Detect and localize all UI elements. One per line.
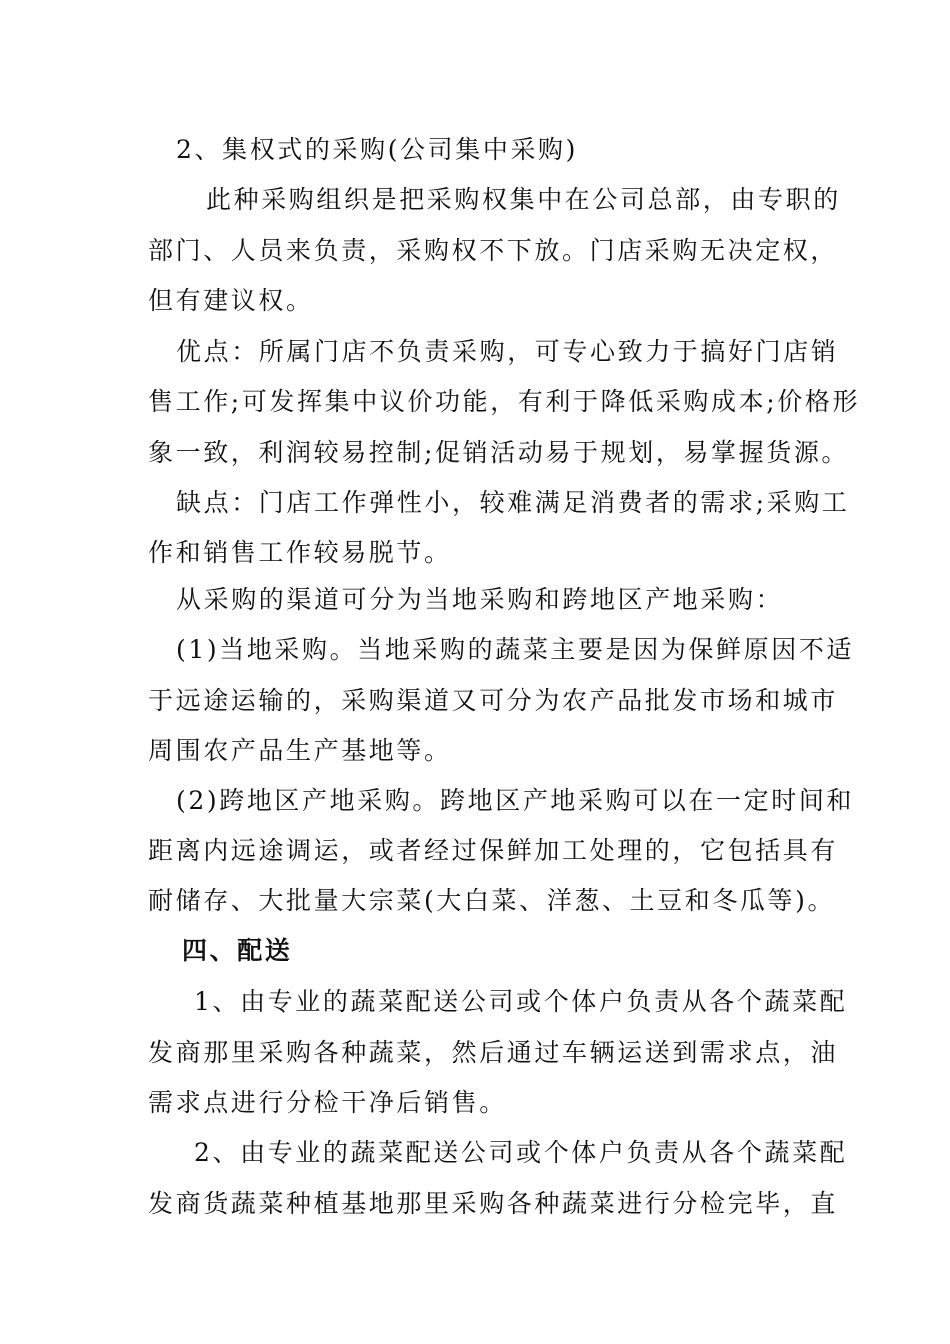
paragraph-line: 需求点进行分检干净后销售。 [148, 1088, 507, 1117]
paragraph-line: 于远途运输的，采购渠道又可分为农产品批发市场和城市 [148, 686, 839, 715]
section-heading-delivery: 四、配送 [182, 936, 293, 965]
local-purchase-line: (1)当地采购。当地采购的蔬菜主要是因为保鲜原因不适 [176, 635, 855, 664]
delivery-item-2-line: 2、由专业的蔬菜配送公司或个体户负责从各个蔬菜配 [194, 1138, 848, 1167]
paragraph-line: 售工作;可发挥集中议价功能，有利于降低采购成本;价格形 [148, 387, 861, 416]
paragraph-line: 周围农产品生产基地等。 [148, 736, 452, 765]
paragraph-line: 作和销售工作较易脱节。 [148, 538, 452, 567]
paragraph-line: 耐储存、大批量大宗菜(大白菜、洋葱、土豆和冬瓜等)。 [148, 886, 836, 915]
paragraph-line: 发商货蔬菜种植基地那里采购各种蔬菜进行分检完毕，直 [148, 1189, 839, 1218]
advantages-line: 优点：所属门店不负责采购，可专心致力于搞好门店销 [176, 337, 839, 366]
cross-region-purchase-line: (2)跨地区产地采购。跨地区产地采购可以在一定时间和 [176, 786, 855, 815]
paragraph-line: 但有建议权。 [148, 286, 314, 315]
paragraph-line: 距离内远途调运，或者经过保鲜加工处理的，它包括具有 [148, 836, 839, 865]
section-heading-centralized-purchasing: 2、集权式的采购(公司集中采购) [176, 135, 579, 164]
paragraph-line: 部门、人员来负责，采购权不下放。门店采购无决定权， [148, 236, 839, 265]
channel-intro-line: 从采购的渠道可分为当地采购和跨地区产地采购： [176, 585, 784, 614]
paragraph-line: 发商那里采购各种蔬菜，然后通过车辆运送到需求点，油 [148, 1038, 839, 1067]
paragraph-line: 此种采购组织是把采购权集中在公司总部，由专职的 [206, 185, 841, 214]
delivery-item-1-line: 1、由专业的蔬菜配送公司或个体户负责从各个蔬菜配 [194, 987, 848, 1016]
paragraph-line: 象一致，利润较易控制;促销活动易于规划，易掌握货源。 [148, 438, 850, 467]
disadvantages-line: 缺点：门店工作弹性小，较难满足消费者的需求;采购工 [176, 488, 850, 517]
